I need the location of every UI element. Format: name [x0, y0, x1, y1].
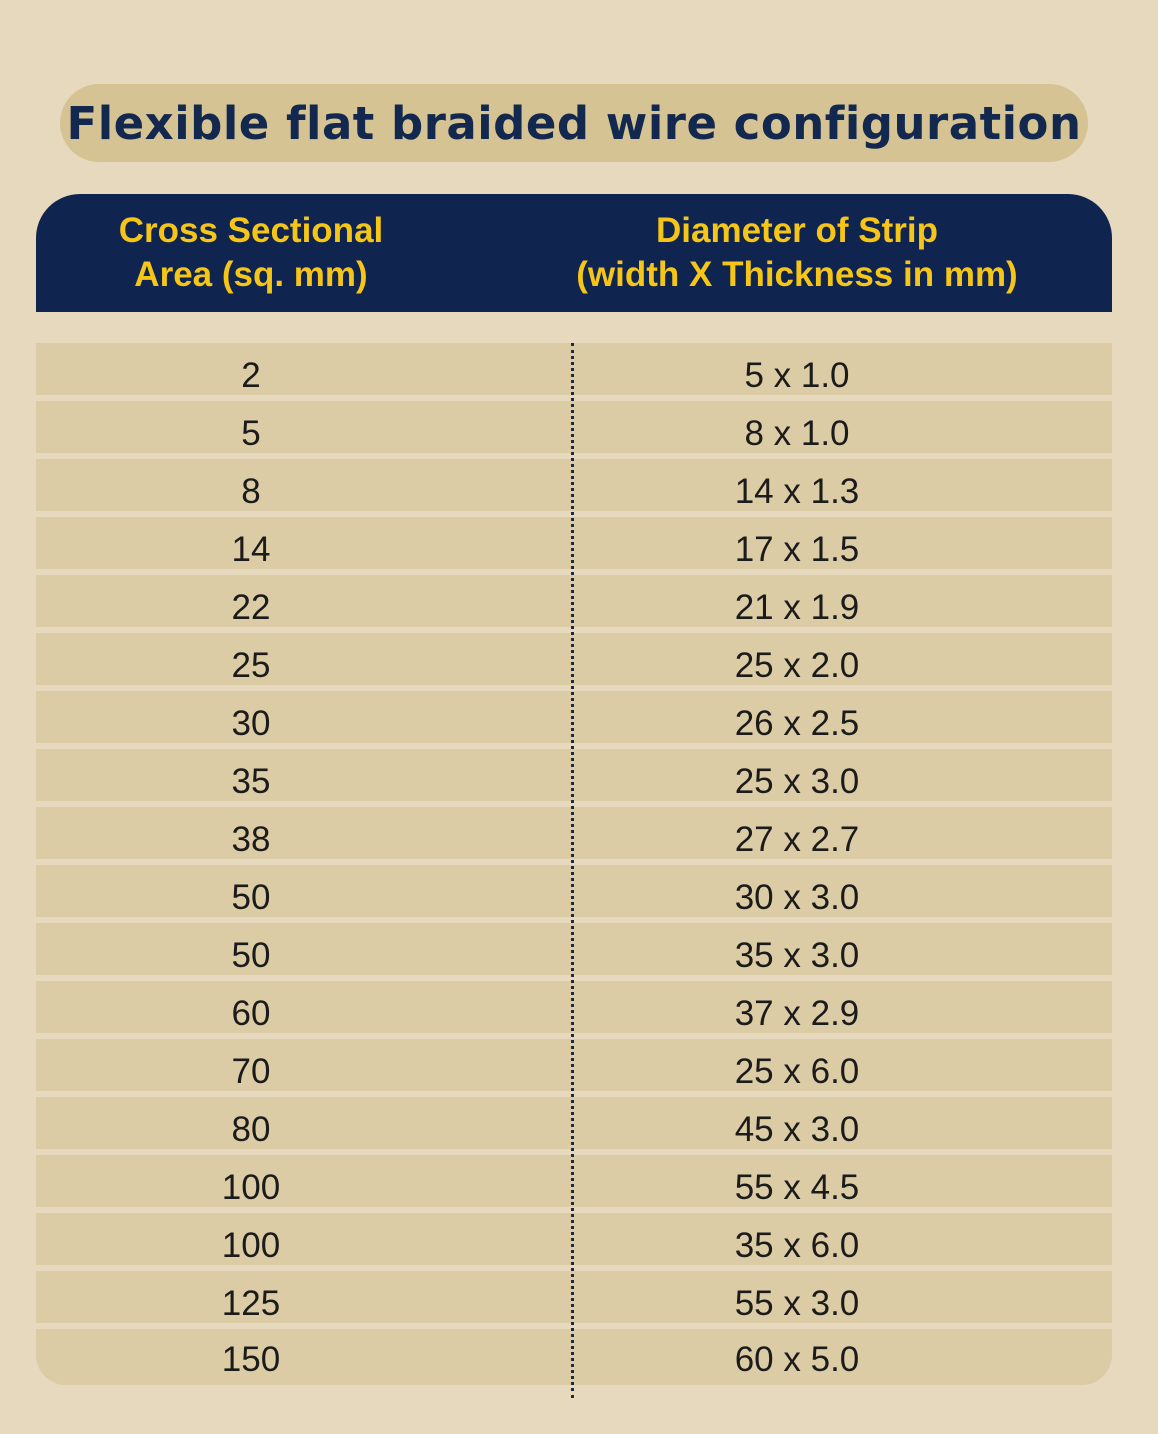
table-row: [36, 575, 1112, 627]
cell-strip: 17 x 1.5: [734, 530, 860, 569]
cell-area: 14: [231, 530, 271, 569]
table-row: [36, 1155, 1112, 1207]
cell-area: 38: [231, 820, 271, 859]
cell-area: 8: [241, 472, 261, 511]
table-row: [36, 807, 1112, 859]
cell-strip: 35 x 3.0: [734, 936, 860, 975]
cell-strip: 14 x 1.3: [734, 472, 860, 511]
cell-area: 22: [231, 588, 271, 627]
cell-strip: 21 x 1.9: [734, 588, 860, 627]
cell-area: 100: [221, 1226, 281, 1265]
cell-area: 35: [231, 762, 271, 801]
header-col1-line1: Cross Sectional: [118, 211, 384, 250]
cell-strip: 37 x 2.9: [734, 994, 860, 1033]
cell-strip: 25 x 3.0: [734, 762, 860, 801]
cell-area: 2: [241, 356, 261, 395]
table-header: [36, 194, 1112, 312]
cell-strip: 60 x 5.0: [734, 1340, 860, 1379]
table-row: [36, 633, 1112, 685]
cell-strip: 5 x 1.0: [744, 356, 850, 395]
header-col1-line2: Area (sq. mm): [134, 255, 368, 294]
cell-strip: 35 x 6.0: [734, 1226, 860, 1265]
table-row: [36, 1271, 1112, 1323]
column-divider: [571, 343, 574, 1398]
cell-area: 100: [221, 1168, 281, 1207]
title-banner: [60, 84, 1088, 162]
header-col2-line1: Diameter of Strip: [656, 211, 938, 250]
cell-area: 125: [221, 1284, 281, 1323]
table-row: [36, 1213, 1112, 1265]
header-col2-line2: (width X Thickness in mm): [576, 255, 1018, 294]
table-row: [36, 923, 1112, 975]
cell-area: 70: [231, 1052, 271, 1091]
cell-area: 150: [221, 1340, 281, 1379]
table-row: [36, 1039, 1112, 1091]
table-row: [36, 865, 1112, 917]
cell-strip: 8 x 1.0: [744, 414, 850, 453]
table-row: [36, 459, 1112, 511]
table-row: [36, 1329, 1112, 1385]
table-row: [36, 517, 1112, 569]
table-row: [36, 981, 1112, 1033]
cell-area: 25: [231, 646, 271, 685]
header-cross-sectional-area: [36, 194, 466, 312]
cell-strip: 55 x 3.0: [734, 1284, 860, 1323]
table-row: [36, 749, 1112, 801]
cell-area: 50: [231, 936, 271, 975]
cell-strip: 27 x 2.7: [734, 820, 860, 859]
cell-area: 50: [231, 878, 271, 917]
table-row: [36, 343, 1112, 395]
cell-strip: 25 x 6.0: [734, 1052, 860, 1091]
cell-area: 80: [231, 1110, 271, 1149]
cell-strip: 55 x 4.5: [734, 1168, 860, 1207]
table-row: [36, 401, 1112, 453]
cell-strip: 25 x 2.0: [734, 646, 860, 685]
table-row: [36, 1097, 1112, 1149]
cell-area: 5: [241, 414, 261, 453]
cell-strip: 45 x 3.0: [734, 1110, 860, 1149]
cell-strip: 30 x 3.0: [734, 878, 860, 917]
table-row: [36, 691, 1112, 743]
table-body: [36, 343, 1112, 1385]
page-title: Flexible flat braided wire configuration: [66, 96, 1082, 150]
header-diameter-of-strip: [522, 194, 1072, 312]
cell-strip: 26 x 2.5: [734, 704, 860, 743]
cell-area: 60: [231, 994, 271, 1033]
cell-area: 30: [231, 704, 271, 743]
